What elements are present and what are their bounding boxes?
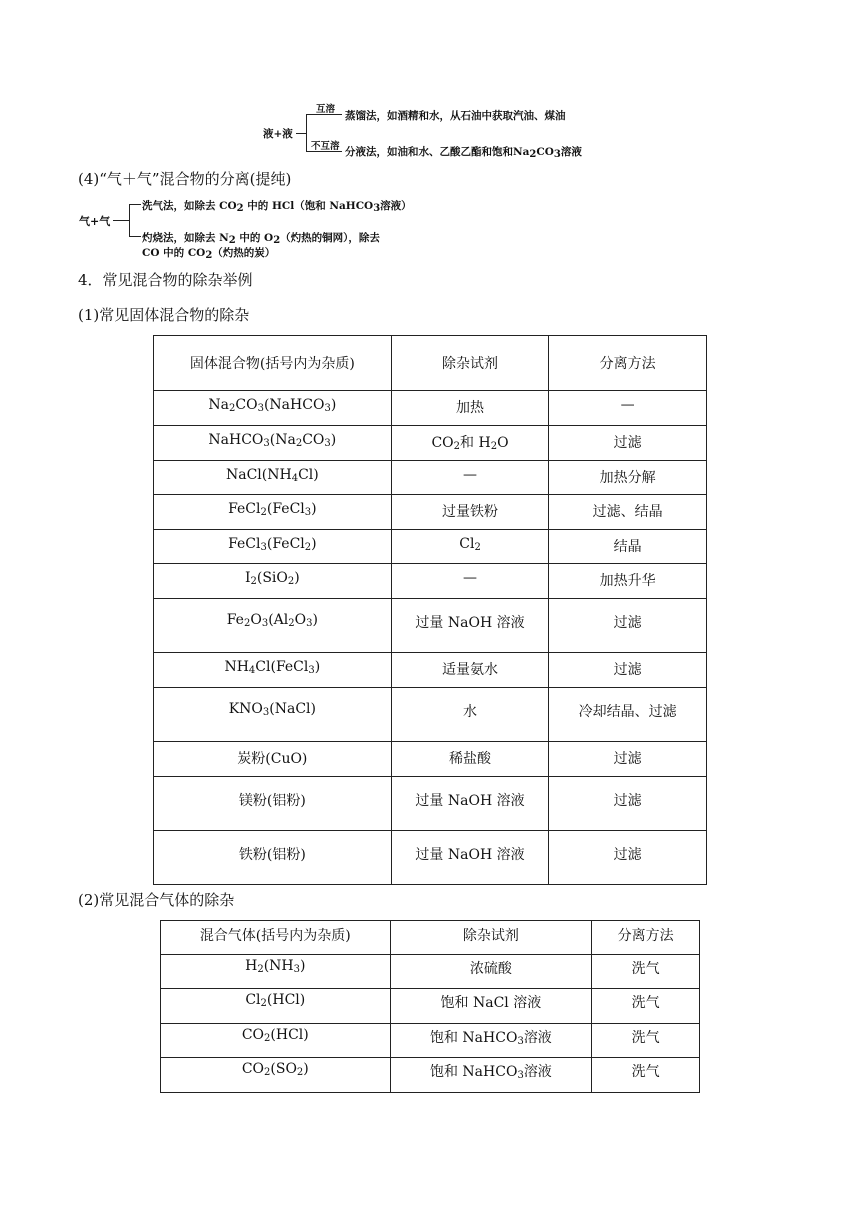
method-cell: 过滤 bbox=[549, 426, 707, 461]
method-cell: 洗气 bbox=[592, 955, 700, 989]
heading-section-4: 4．常见混合物的除杂举例 bbox=[78, 271, 253, 289]
formula-part: ) bbox=[314, 659, 321, 675]
diagram-liquid-branch2-label: 不互溶 bbox=[311, 141, 340, 152]
subscript: 2 bbox=[287, 576, 295, 587]
reagent-cell bbox=[390, 955, 592, 989]
gas-mixture-table bbox=[160, 920, 700, 1093]
method-cell: 冷却结晶、过滤 bbox=[549, 688, 707, 742]
table-row bbox=[154, 688, 707, 742]
method-cell: 过滤 bbox=[549, 777, 707, 831]
formula-part: ) bbox=[330, 397, 337, 413]
formula-part: 饱和 NaCl 溶液 bbox=[440, 995, 542, 1011]
formula-part: 水 bbox=[463, 704, 478, 720]
table-row bbox=[154, 599, 707, 653]
subscript: 2 bbox=[257, 964, 264, 975]
formula-part: CO bbox=[302, 432, 325, 448]
subscript: 3 bbox=[257, 403, 264, 414]
method-cell: 洗气 bbox=[592, 1058, 700, 1093]
formula-part: 稀盐酸 bbox=[449, 751, 492, 767]
formula-part: KNO bbox=[228, 701, 263, 717]
subscript: 2 bbox=[296, 1067, 304, 1078]
diagram-gas-branch2-text-line1: 灼烧法，如除去 $N_2$ 中的 $O_2$（灼热的铜网），除去 bbox=[142, 232, 380, 246]
diagram-gas-root: 气+气 bbox=[79, 215, 111, 228]
formula-part: Fe bbox=[226, 612, 244, 628]
formula-part: CO bbox=[235, 397, 258, 413]
formula-part: I bbox=[244, 570, 251, 586]
formula-part: O bbox=[497, 435, 509, 451]
formula-part: CO bbox=[241, 1061, 265, 1077]
mixture-cell bbox=[154, 653, 392, 688]
table-header-row bbox=[161, 921, 700, 955]
formula-part: FeCl bbox=[228, 501, 261, 517]
table-row bbox=[154, 564, 707, 599]
formula-part: 过量 NaOH 溶液 bbox=[415, 847, 525, 863]
diagram-gas-stem bbox=[113, 220, 129, 221]
subscript: 3 bbox=[324, 438, 331, 449]
subscript: 3 bbox=[263, 438, 270, 449]
formula-part: 过量 NaOH 溶液 bbox=[415, 615, 525, 631]
reagent-cell bbox=[391, 495, 549, 530]
subscript: 3 bbox=[262, 707, 270, 718]
diagram-liquid-branch2-text: 分液法，如油和水、乙酸乙酯和饱和$Na_2CO_3$溶液 bbox=[345, 146, 582, 160]
diagram-gas-branch1-text: 洗气法，如除去 $CO_2$ 中的 HCl（饱和 NaHCO$_3$溶液） bbox=[142, 200, 412, 214]
column-header: 固体混合物(括号内为杂质) bbox=[154, 336, 392, 391]
column-header: 分离方法 bbox=[592, 921, 700, 955]
mixture-cell bbox=[154, 461, 392, 495]
formula-part: Na bbox=[208, 397, 230, 413]
subscript: 4 bbox=[248, 665, 256, 676]
formula-part: 溶液 bbox=[523, 1064, 552, 1080]
diagram-gas-branch1-line bbox=[129, 204, 141, 205]
reagent-cell bbox=[391, 742, 549, 777]
mixture-cell bbox=[154, 777, 392, 831]
reagent-cell bbox=[391, 599, 549, 653]
subscript: 2 bbox=[264, 1067, 271, 1078]
formula-part: (Al bbox=[268, 612, 289, 628]
reagent-cell bbox=[391, 461, 549, 495]
heading-solid-mixtures: (1)常见固体混合物的除杂 bbox=[78, 306, 250, 324]
table-row bbox=[154, 530, 707, 564]
column-header: 分离方法 bbox=[549, 336, 707, 391]
mixture-cell bbox=[154, 495, 392, 530]
table-row bbox=[154, 495, 707, 530]
reagent-cell bbox=[391, 564, 549, 599]
subscript: 3 bbox=[517, 1070, 524, 1081]
formula-part: NH bbox=[224, 659, 249, 675]
formula-part: NaHCO bbox=[208, 432, 264, 448]
formula-part: Cl bbox=[245, 992, 261, 1008]
formula-part: CO bbox=[241, 1027, 265, 1043]
table-row bbox=[161, 1024, 700, 1058]
diagram-liquid-root: 液+液 bbox=[263, 128, 293, 140]
formula-part: ) bbox=[303, 1061, 309, 1077]
mixture-cell bbox=[161, 955, 391, 989]
formula-part: ) bbox=[311, 501, 317, 517]
subscript: 3 bbox=[308, 665, 315, 676]
subscript: 3 bbox=[293, 964, 300, 975]
mixture-cell bbox=[161, 1024, 391, 1058]
table-row bbox=[154, 777, 707, 831]
reagent-cell bbox=[391, 530, 549, 564]
reagent-cell bbox=[391, 688, 549, 742]
method-cell: — bbox=[549, 391, 707, 426]
formula-part: 过量铁粉 bbox=[442, 504, 499, 520]
formula-part: CO bbox=[431, 435, 454, 451]
formula-part: (NH bbox=[263, 958, 294, 974]
reagent-cell bbox=[391, 777, 549, 831]
formula-part: ) bbox=[300, 958, 306, 974]
formula-part: 饱和 NaHCO bbox=[429, 1030, 518, 1046]
formula-part: NaCl(NH bbox=[225, 467, 292, 483]
formula-part: FeCl bbox=[228, 536, 261, 552]
heading-gas-gas: (4)“气＋气”混合物的分离(提纯) bbox=[78, 170, 292, 188]
mixture-cell bbox=[154, 688, 392, 742]
formula-part: (SiO bbox=[256, 570, 288, 586]
table-header-row bbox=[154, 336, 707, 391]
diagram-gas-branch2-line bbox=[129, 236, 141, 237]
column-header: 混合气体(括号内为杂质) bbox=[161, 921, 391, 955]
table-row bbox=[154, 426, 707, 461]
reagent-cell bbox=[391, 653, 549, 688]
subscript: 2 bbox=[250, 576, 257, 587]
mixture-cell bbox=[154, 391, 392, 426]
subscript: 2 bbox=[453, 441, 461, 452]
diagram-gas-branch2-text-line2: CO 中的 $CO_2$（灼热的炭） bbox=[142, 247, 276, 261]
mixture-cell bbox=[154, 831, 392, 885]
diagram-gas-bracket bbox=[129, 204, 130, 236]
table-row bbox=[154, 653, 707, 688]
subscript: 2 bbox=[304, 542, 312, 553]
method-cell: 过滤 bbox=[549, 831, 707, 885]
formula-part: ) bbox=[312, 612, 318, 628]
subscript: 2 bbox=[260, 507, 267, 518]
reagent-cell bbox=[390, 1024, 592, 1058]
formula-part: — bbox=[463, 570, 478, 586]
method-cell: 过滤 bbox=[549, 653, 707, 688]
formula-part: O bbox=[294, 612, 307, 628]
table-row bbox=[161, 1058, 700, 1093]
subscript: 3 bbox=[517, 1036, 524, 1047]
subscript: 3 bbox=[304, 507, 312, 518]
reagent-cell bbox=[390, 1058, 592, 1093]
mixture-cell bbox=[154, 599, 392, 653]
mixture-cell bbox=[161, 989, 391, 1024]
formula-part: 饱和 NaHCO bbox=[429, 1064, 518, 1080]
column-header: 除杂试剂 bbox=[390, 921, 592, 955]
formula-part: (HCl) bbox=[270, 1027, 309, 1043]
mixture-cell bbox=[154, 742, 392, 777]
table-row bbox=[154, 391, 707, 426]
formula-part: 加热 bbox=[456, 400, 485, 416]
method-cell: 过滤、结晶 bbox=[549, 495, 707, 530]
table-row bbox=[154, 742, 707, 777]
table-row bbox=[154, 461, 707, 495]
diagram-liquid-branch1-text: 蒸馏法，如酒精和水，从石油中获取汽油、煤油 bbox=[345, 110, 566, 122]
formula-part: 铁粉(铝粉) bbox=[238, 847, 306, 863]
diagram-liquid-branch1-label: 互溶 bbox=[316, 104, 336, 115]
subscript: 3 bbox=[261, 618, 269, 629]
subscript: 2 bbox=[260, 998, 267, 1009]
subscript: 2 bbox=[243, 618, 251, 629]
table-row bbox=[161, 955, 700, 989]
mixture-cell bbox=[154, 530, 392, 564]
formula-part: (NaHCO bbox=[263, 397, 325, 413]
table-row bbox=[161, 989, 700, 1024]
formula-part: 溶液 bbox=[523, 1030, 552, 1046]
formula-part: 适量氨水 bbox=[442, 662, 499, 678]
reagent-cell bbox=[390, 989, 592, 1024]
formula-part: 浓硫酸 bbox=[469, 961, 512, 977]
formula-part: Cl bbox=[459, 536, 475, 552]
column-header: 除杂试剂 bbox=[391, 336, 549, 391]
solid-mixture-table bbox=[153, 335, 707, 885]
formula-part: (Na bbox=[269, 432, 296, 448]
reagent-cell bbox=[391, 391, 549, 426]
formula-part: (FeCl bbox=[266, 501, 305, 517]
method-cell: 洗气 bbox=[592, 1024, 700, 1058]
reagent-cell bbox=[391, 831, 549, 885]
method-cell: 过滤 bbox=[549, 742, 707, 777]
table-row bbox=[154, 831, 707, 885]
mixture-cell bbox=[154, 564, 392, 599]
method-cell: 加热分解 bbox=[549, 461, 707, 495]
subscript: 2 bbox=[490, 441, 498, 452]
formula-part: 过量 NaOH 溶液 bbox=[415, 793, 525, 809]
formula-part: O bbox=[250, 612, 262, 628]
subscript: 2 bbox=[295, 438, 303, 449]
mixture-cell bbox=[161, 1058, 391, 1093]
formula-part: ) bbox=[294, 570, 300, 586]
formula-part: (HCl) bbox=[266, 992, 306, 1008]
formula-part: — bbox=[463, 467, 478, 483]
diagram-liquid-bracket bbox=[306, 114, 307, 152]
mixture-cell bbox=[154, 426, 392, 461]
subscript: 4 bbox=[291, 473, 299, 484]
method-cell: 结晶 bbox=[549, 530, 707, 564]
subscript: 3 bbox=[306, 618, 313, 629]
subscript: 2 bbox=[288, 618, 295, 629]
formula-part: H bbox=[245, 958, 258, 974]
formula-part: (SO bbox=[270, 1061, 297, 1077]
formula-part: (FeCl bbox=[266, 536, 305, 552]
subscript: 3 bbox=[260, 542, 267, 553]
formula-part: ) bbox=[311, 536, 317, 552]
reagent-cell bbox=[391, 426, 549, 461]
formula-part: 镁粉(铝粉) bbox=[238, 793, 306, 809]
subscript: 2 bbox=[264, 1033, 271, 1044]
formula-part: Cl(FeCl bbox=[255, 659, 309, 675]
formula-part: ) bbox=[330, 432, 337, 448]
formula-part: 炭粉(CuO) bbox=[237, 751, 308, 767]
formula-part: 和 H bbox=[460, 435, 491, 451]
heading-gas-mixtures: (2)常见混合气体的除杂 bbox=[78, 891, 235, 909]
method-cell: 加热升华 bbox=[549, 564, 707, 599]
subscript: 2 bbox=[474, 542, 481, 553]
method-cell: 过滤 bbox=[549, 599, 707, 653]
diagram-liquid-stem bbox=[296, 133, 306, 134]
formula-part: Cl) bbox=[298, 467, 319, 483]
formula-part: (NaCl) bbox=[269, 701, 316, 717]
method-cell: 洗气 bbox=[592, 989, 700, 1024]
subscript: 3 bbox=[324, 403, 331, 414]
subscript: 2 bbox=[229, 403, 236, 414]
